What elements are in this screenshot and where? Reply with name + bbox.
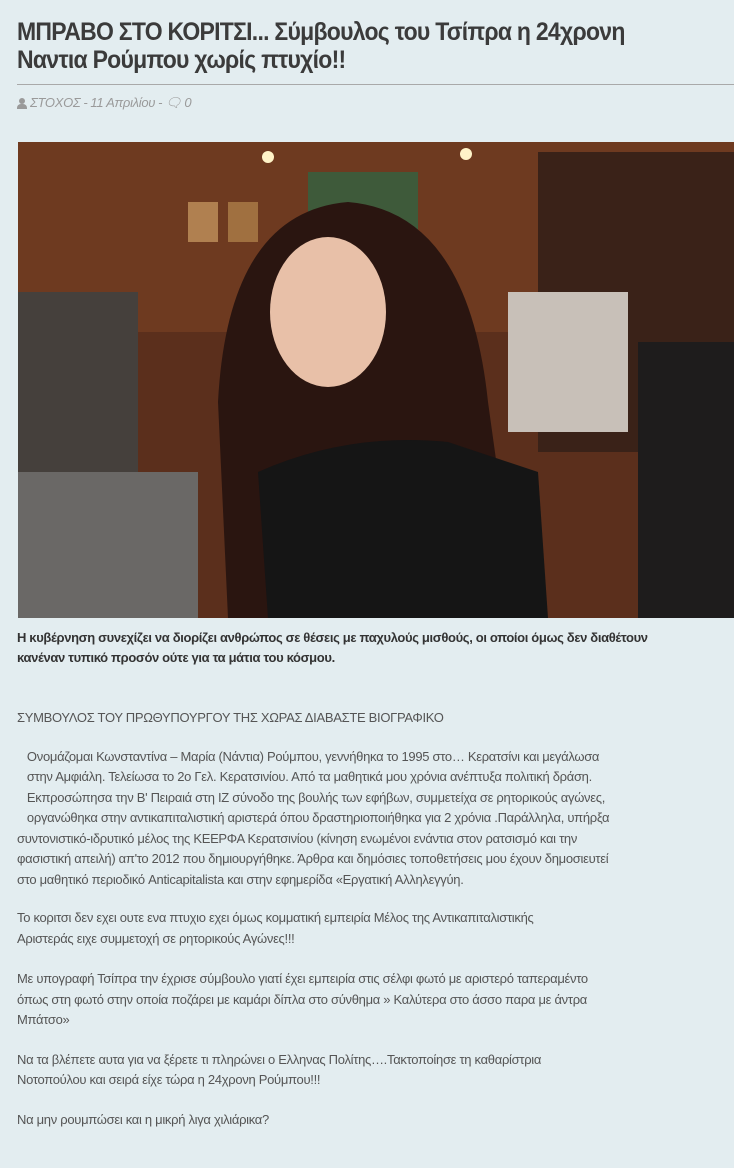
paragraph-line: όπως στη φωτό στην οποία ποζάρει με καμάρι δίπλα στο σύνθημα » Καλύτερα στο άσσο παρα με άντρα [17, 991, 588, 1007]
comments-count[interactable]: 0 [184, 95, 192, 110]
bio-line: Ονομάζομαι Κωνσταντίνα – Μαρία (Νάντια) Ρούμπου, γεννήθηκα το 1995 στο… Κερατσίνι και μεγάλωσα [17, 748, 600, 764]
article-photo [18, 142, 734, 618]
paragraph-line: Μπάτσο» [17, 1012, 70, 1027]
paragraph-line: Αριστεράς ειχε συμμετοχή σε ρητορικούς Αγώνες!!! [17, 930, 295, 946]
article-meta [17, 95, 734, 111]
paragraph [17, 1050, 734, 1091]
bio-line: οργανώθηκα στην αντικαπιταλιστική αριστερά όπου δραστηριοποιήθηκα για 2 χρόνια .Παράλληλα, υπήρξα [17, 810, 610, 825]
user-icon [17, 98, 27, 109]
paragraph [17, 908, 734, 949]
title-line: Ναντια Ρούμπου χωρίς πτυχίο!! [17, 46, 346, 74]
bio-line: Εκπροσώπησα την Β' Πειραιά στη ΙΖ σύνοδο της βουλής των εφήβων, συμμετείχα σε ρητορικούς αγώνες, [17, 789, 606, 805]
paragraph: Να μην ρουμπώσει και η μικρή λιγα χιλιάρικα? [17, 1111, 269, 1127]
paragraph-line: Να τα βλέπετε αυτα για να ξέρετε τι πληρώνει ο Ελληνας Πολίτης….Τακτοποίησε τη καθαρίστρια [17, 1051, 542, 1067]
bio-line: φασιστική απειλή) απ'το 2012 που δημιουργήθηκε. Άρθρα και δημόσιες τοποθετήσεις μου έχουν δημοσιευτεί [17, 851, 609, 866]
article-title [17, 18, 670, 74]
date: 11 Απριλίου [90, 95, 156, 110]
author-link[interactable]: ΣΤΟΧΟΣ [30, 95, 81, 110]
paragraph-line: Με υπογραφή Τσίπρα την έχρισε σύμβουλο γιατί έχει εμπειρία στις σέλφι φωτό με αριστερό ταπεραμέντο [17, 971, 588, 986]
comments-icon: 🗨 [165, 95, 182, 110]
lead-line: κανέναν τυπικό προσόν ούτε για τα μάτια του κόσμου. [17, 650, 335, 665]
separator: - [158, 95, 163, 110]
title-divider [17, 84, 734, 85]
paragraph-line: Νοτοπούλου και σειρά είχε τώρα η 24χρονη Ρούμπου!!! [17, 1072, 321, 1087]
paragraph-line: Το κοριτσι δεν εχει ουτε ενα πτυχιο εχει όμως κομματική εμπειρία Μέλος της Αντικαπιταλιστικής [17, 910, 534, 925]
separator: - [83, 95, 88, 110]
paragraph [17, 969, 734, 1031]
bio-line: συντονιστικό-ιδρυτικό μέλος της ΚΕΕΡΦΑ Κερατσινίου (κίνηση ενωμένοι ενάντια στον ρατσισμό και την [17, 830, 578, 846]
section-heading: ΣΥΜΒΟΥΛΟΣ ΤΟΥ ΠΡΩΘΥΠΟΥΡΓΟΥ ΤΗΣ ΧΩΡΑΣ ΔΙΑΒΑΣΤΕ ΒΙΟΓΡΑΦΙΚΟ [17, 710, 444, 725]
article-lead [17, 628, 734, 668]
bio-line: στην Αμφιάλη. Τελείωσα το 2ο Γελ. Κερατσινίου. Από τα μαθητικά μου χρόνια ανέπτυξα πολιτική δράση. [17, 769, 592, 784]
title-line: ΜΠΡΑΒΟ ΣΤΟ ΚΟΡΙΤΣΙ... Σύμβουλος του Τσίπρα η 24χρονη [17, 18, 625, 46]
lead-line: Η κυβέρνηση συνεχίζει να διορίζει ανθρώπος σε θέσεις με παχυλούς μισθούς, οι οποίοι όμως δεν διαθέτουν [17, 630, 648, 645]
bio-line: στο μαθητικό περιοδικό Anticapitalista και στην εφημερίδα «Εργατική Αλληλεγγύη. [17, 871, 464, 887]
bio-paragraph [17, 747, 734, 891]
